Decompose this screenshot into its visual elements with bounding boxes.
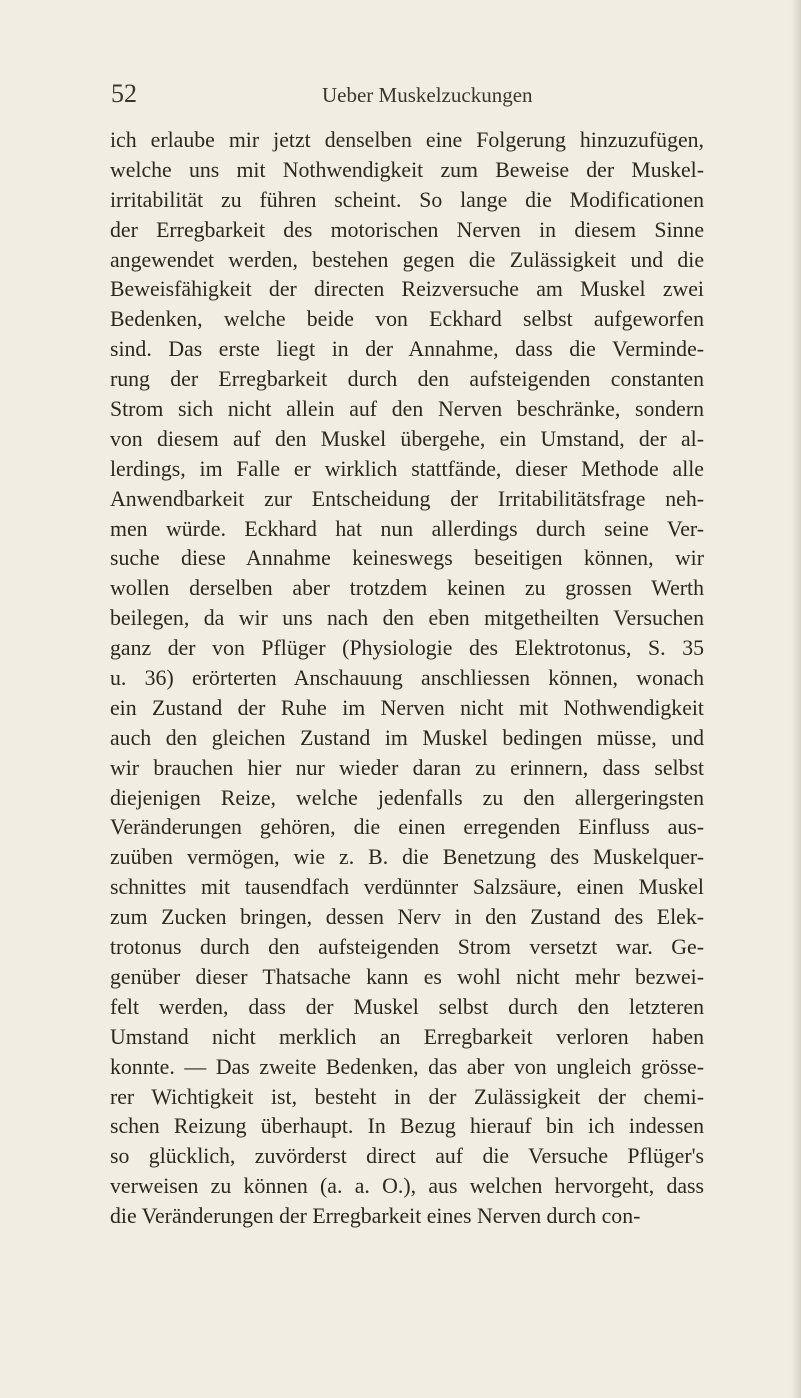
text-line: u. 36) erörterten Anschauung anschliessen können, wonach bbox=[110, 666, 704, 691]
text-line: schnittes mit tausendfach verdünnter Salzsäure, einen Muskel bbox=[110, 875, 704, 900]
text-line: die Veränderungen der Erregbarkeit eines Nerven durch con- bbox=[110, 1204, 641, 1229]
text-line: ein Zustand der Ruhe im Nerven nicht mit Nothwendigkeit bbox=[110, 695, 704, 720]
text-line: ich erlaube mir jetzt denselben eine Folgerung hinzuzufügen, bbox=[110, 128, 704, 152]
text-line: Umstand nicht merklich an Erregbarkeit verloren haben bbox=[110, 1024, 704, 1049]
text-line: ganz der von Pflüger (Physiologie des Elektrotonus, S. 35 bbox=[110, 636, 704, 661]
text-line: trotonus durch den aufsteigenden Strom versetzt war. Ge- bbox=[110, 935, 704, 960]
text-line: suche diese Annahme keineswegs beseitigen können, wir bbox=[110, 546, 704, 571]
text-line: irritabilität zu führen scheint. So lange die Modificationen bbox=[110, 187, 704, 212]
text-line: Anwendbarkeit zur Entscheidung der Irritabilitätsfrage neh- bbox=[110, 486, 704, 511]
text-line: felt werden, dass der Muskel selbst durch den letzteren bbox=[110, 994, 704, 1019]
text-line: diejenigen Reize, welche jedenfalls zu den allergeringsten bbox=[110, 785, 704, 810]
text-line: wollen derselben aber trotzdem keinen zu grossen Werth bbox=[110, 576, 704, 601]
text-line: sind. Das erste liegt in der Annahme, dass die Verminde- bbox=[110, 337, 704, 362]
text-line: verweisen zu können (a. a. O.), aus welchen hervorgeht, dass bbox=[110, 1174, 704, 1199]
text-line: schen Reizung überhaupt. In Bezug hierauf bin ich indessen bbox=[110, 1114, 704, 1139]
text-line: von diesem auf den Muskel übergehe, ein Umstand, der al- bbox=[110, 426, 704, 451]
page-number: 52 bbox=[111, 79, 137, 108]
running-title: Ueber Muskelzuckungen bbox=[322, 83, 533, 107]
text-line: wir brauchen hier nur wieder daran zu erinnern, dass selbst bbox=[110, 755, 704, 780]
text-line: zum Zucken bringen, dessen Nerv in den Zustand des Elek- bbox=[110, 905, 704, 930]
text-line: Beweisfähigkeit der directen Reizversuche am Muskel zwei bbox=[110, 277, 704, 302]
text-line: men würde. Eckhard hat nun allerdings durch seine Ver- bbox=[110, 516, 704, 541]
text-line: welche uns mit Nothwendigkeit zum Beweise der Muskel- bbox=[110, 157, 704, 182]
text-line: lerdings, im Falle er wirklich stattfände, dieser Methode alle bbox=[110, 456, 704, 481]
text-line: Bedenken, welche beide von Eckhard selbst aufgeworfen bbox=[110, 307, 704, 332]
body-text bbox=[110, 126, 704, 1232]
text-line: der Erregbarkeit des motorischen Nerven in diesem Sinne bbox=[110, 217, 704, 242]
text-line: rung der Erregbarkeit durch den aufsteigenden constanten bbox=[110, 367, 704, 392]
text-line: so glücklich, zuvörderst direct auf die Versuche Pflüger's bbox=[110, 1144, 704, 1169]
page-header bbox=[111, 78, 711, 110]
text-line: Veränderungen gehören, die einen erregenden Einfluss aus- bbox=[110, 815, 704, 840]
text-line: angewendet werden, bestehen gegen die Zulässigkeit und die bbox=[110, 247, 704, 272]
text-line: zuüben vermögen, wie z. B. die Benetzung des Muskelquer- bbox=[110, 845, 704, 870]
text-line: auch den gleichen Zustand im Muskel bedingen müsse, und bbox=[110, 725, 704, 750]
text-line: rer Wichtigkeit ist, besteht in der Zulässigkeit der chemi- bbox=[110, 1084, 704, 1109]
text-line: Strom sich nicht allein auf den Nerven beschränke, sondern bbox=[110, 397, 704, 422]
text-line: beilegen, da wir uns nach den eben mitgetheilten Versuchen bbox=[110, 606, 704, 631]
page-edge-shadow bbox=[791, 0, 801, 1398]
text-line: genüber dieser Thatsache kann es wohl nicht mehr bezwei- bbox=[110, 964, 704, 989]
text-line: konnte. — Das zweite Bedenken, das aber von ungleich grösse- bbox=[110, 1054, 704, 1079]
